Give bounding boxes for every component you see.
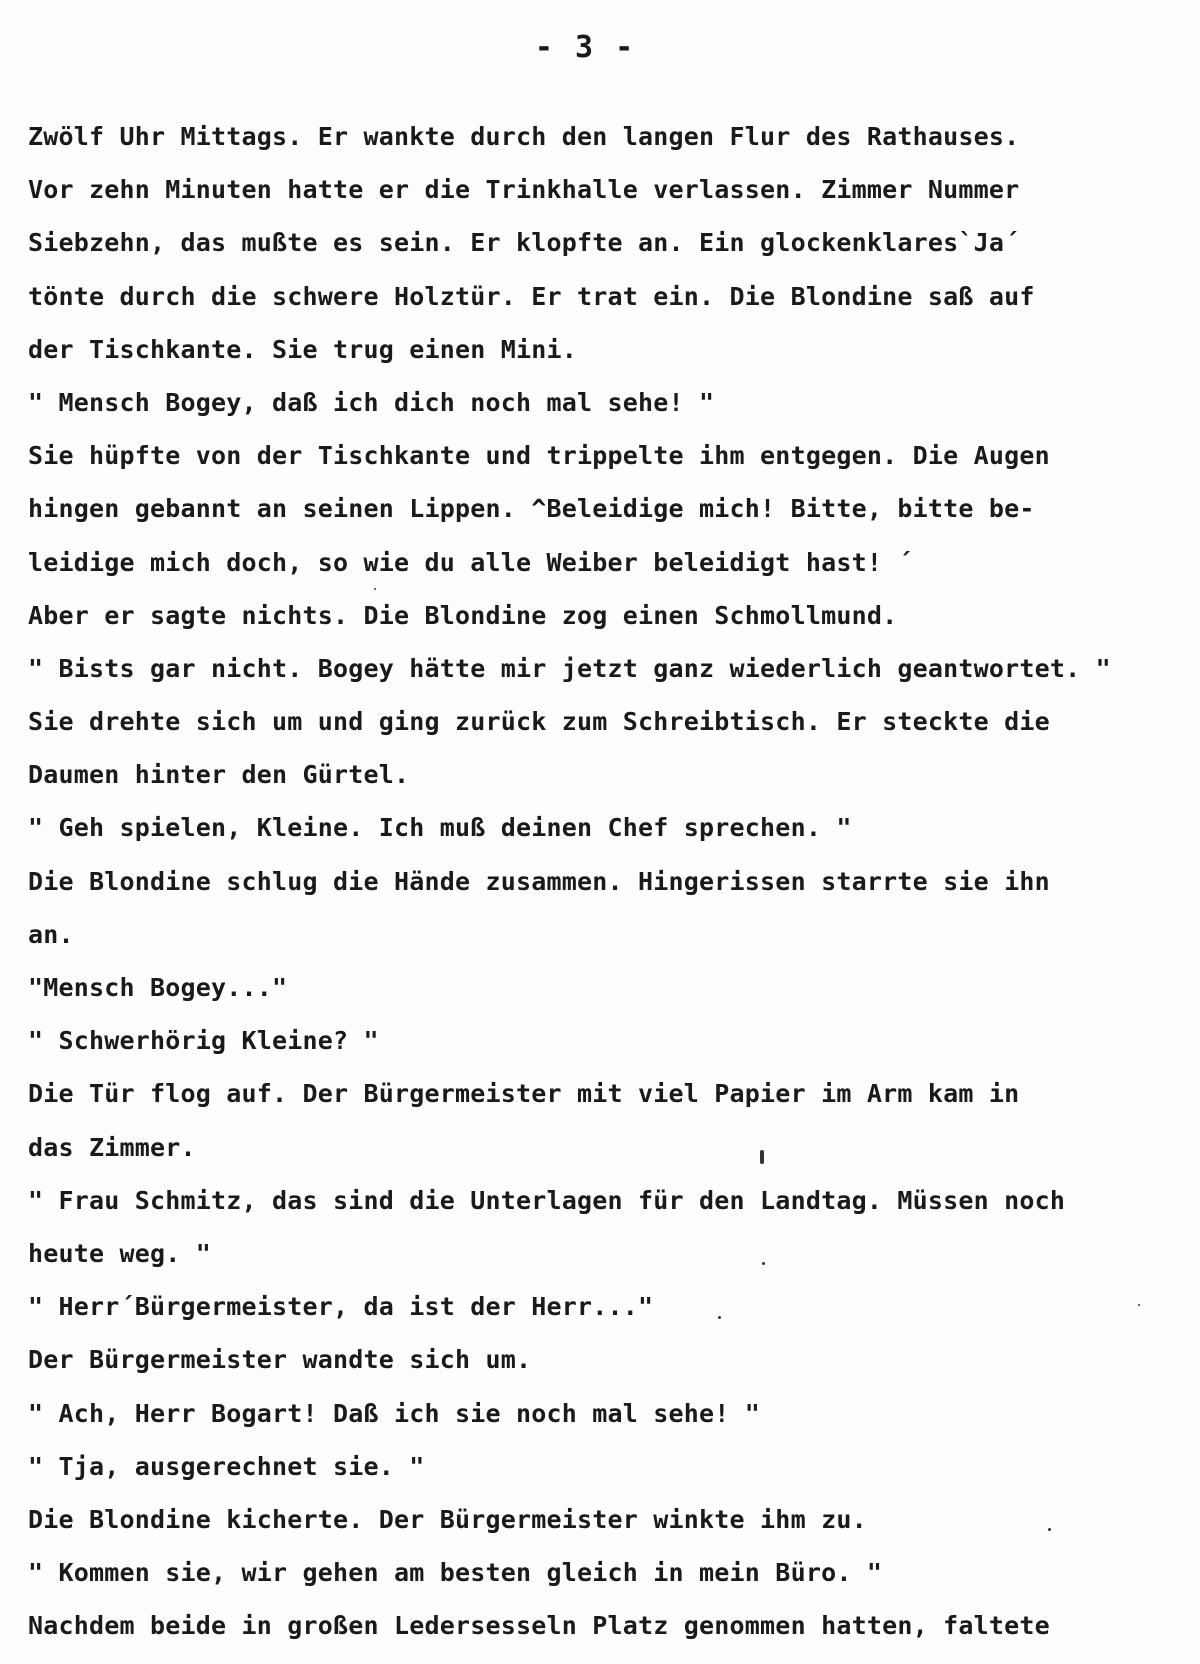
text-line-22: heute weg. "	[28, 1238, 212, 1268]
text-line-4: tönte durch die schwere Holztür. Er trat ein. Die Blondine saß auf	[28, 281, 1035, 311]
speck	[762, 1262, 765, 1265]
text-line-18: " Schwerhörig Kleine? "	[28, 1026, 379, 1056]
text-line-1: Zwölf Uhr Mittags. Er wankte durch den langen Flur des Rathauses.	[28, 122, 1020, 151]
text-line-26: " Tja, ausgerechnet sie. "	[28, 1451, 425, 1481]
text-line-10: Aber er sagte nichts. Die Blondine zog einen Schmollmund.	[28, 600, 898, 630]
speck	[760, 1150, 764, 1164]
text-line-16: an.	[28, 919, 74, 949]
speck	[1138, 1304, 1140, 1306]
text-line-13: Daumen hinter den Gürtel.	[28, 760, 410, 790]
speck	[374, 588, 376, 590]
speck	[1048, 1528, 1051, 1531]
text-line-17: "Mensch Bogey..."	[28, 973, 288, 1002]
text-line-21: " Frau Schmitz, das sind die Unterlagen für den Landtag. Müssen noch	[28, 1185, 1066, 1215]
text-line-20: das Zimmer.	[28, 1132, 196, 1162]
speck	[718, 1316, 721, 1319]
text-line-7: Sie hüpfte von der Tischkante und trippelte ihm entgegen. Die Augen	[28, 441, 1050, 471]
body-text	[28, 110, 1193, 1652]
text-line-5: der Tischkante. Sie trug einen Mini.	[28, 334, 578, 364]
text-line-2: Vor zehn Minuten hatte er die Trinkhalle verlassen. Zimmer Nummer	[28, 175, 1020, 205]
text-line-28: " Kommen sie, wir gehen am besten gleich in mein Büro. "	[28, 1558, 883, 1588]
page-number: - 3 -	[534, 30, 636, 65]
text-line-19: Die Tür flog auf. Der Bürgermeister mit viel Papier im Arm kam in	[28, 1079, 1020, 1109]
text-line-14: " Geh spielen, Kleine. Ich muß deinen Chef sprechen. "	[28, 813, 852, 843]
text-line-15: Die Blondine schlug die Hände zusammen. Hingerissen starrte sie ihn	[28, 866, 1050, 896]
text-line-3: Siebzehn, das mußte es sein. Er klopfte an. Ein glockenklares`Ja´	[28, 228, 1020, 258]
text-line-9: leidige mich doch, so wie du alle Weiber beleidigt hast! ´	[28, 547, 913, 577]
text-line-11: " Bists gar nicht. Bogey hätte mir jetzt ganz wiederlich geantwortet. "	[28, 653, 1111, 683]
text-line-6: " Mensch Bogey, daß ich dich noch mal sehe! "	[28, 387, 715, 417]
text-line-25: " Ach, Herr Bogart! Daß ich sie noch mal sehe! "	[28, 1398, 761, 1428]
text-line-29: Nachdem beide in großen Ledersesseln Platz genommen hatten, faltete	[28, 1611, 1050, 1641]
text-line-24: Der Bürgermeister wandte sich um.	[28, 1345, 532, 1375]
text-line-23: " Herr´Bürgermeister, da ist der Herr..."	[28, 1292, 654, 1322]
text-line-8: hingen gebannt an seinen Lippen. ^Beleidige mich! Bitte, bitte be-	[28, 494, 1035, 524]
text-line-12: Sie drehte sich um und ging zurück zum Schreibtisch. Er steckte die	[28, 707, 1050, 737]
text-line-27: Die Blondine kicherte. Der Bürgermeister winkte ihm zu.	[28, 1504, 867, 1534]
